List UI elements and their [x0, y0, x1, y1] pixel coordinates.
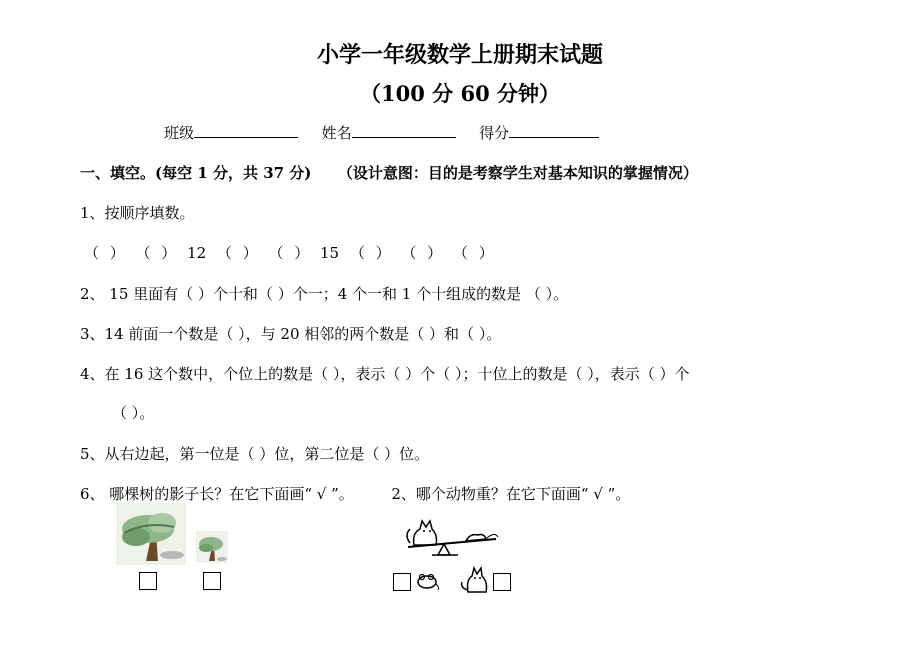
- page-subtitle: （100 分 60 分钟）: [360, 81, 560, 106]
- question-4-line-2: （ ）。: [112, 404, 155, 422]
- class-field[interactable]: [194, 123, 298, 138]
- mouse-checkbox[interactable]: [393, 573, 411, 591]
- question-3: 3、14 前面一个数是（ ），与 20 相邻的两个数是（ ）和（ ）。: [80, 325, 502, 343]
- question-6-animals: 2、哪个动物重？在它下面画“ √ ”。: [391, 485, 631, 503]
- question-2: 2、 15 里面有（ ）个十和（ ）个一；4 个一和 1 个十组成的数是 （ ）。: [80, 285, 569, 303]
- design-note: （设计意图：目的是考察学生对基本知识的掌握情况）: [337, 164, 698, 182]
- question-6-trees: 6、 哪棵树的影子长？在它下面画“ √ ”。: [80, 485, 354, 503]
- large-tree-checkbox[interactable]: [139, 572, 157, 590]
- question-4-line-1: 4、在 16 这个数中，个位上的数是（ ），表示（ ）个（ ）；十位上的数是（ ），表示（ ）个: [80, 365, 690, 383]
- section-heading: [80, 162, 698, 183]
- student-info-row: [164, 122, 599, 143]
- section-title: 一、填空。(每空 1 分，共 37 分): [80, 164, 312, 182]
- cat-image: [458, 566, 490, 594]
- question-6: [80, 483, 630, 504]
- small-tree-checkbox[interactable]: [203, 572, 221, 590]
- class-label: 班级: [164, 124, 195, 142]
- question-5: 5、从右边起，第一位是（ ）位，第二位是（ ）位。: [80, 445, 430, 463]
- name-label: 姓名: [321, 124, 352, 142]
- question-1-sequence: （ ） （ ） 12 （ ） （ ） 15 （ ） （ ） （ ）: [84, 244, 494, 262]
- question-1: 1、按顺序填数。: [80, 204, 195, 222]
- score-field[interactable]: [509, 123, 599, 138]
- seesaw-animals-image: [404, 513, 500, 557]
- small-tree-image: [196, 531, 228, 563]
- score-label: 得分: [479, 124, 510, 142]
- mouse-image: [414, 572, 440, 590]
- page-title: 小学一年级数学上册期末试题: [316, 42, 603, 68]
- cat-checkbox[interactable]: [493, 573, 511, 591]
- name-field[interactable]: [352, 123, 456, 138]
- large-tree-image: [116, 503, 186, 565]
